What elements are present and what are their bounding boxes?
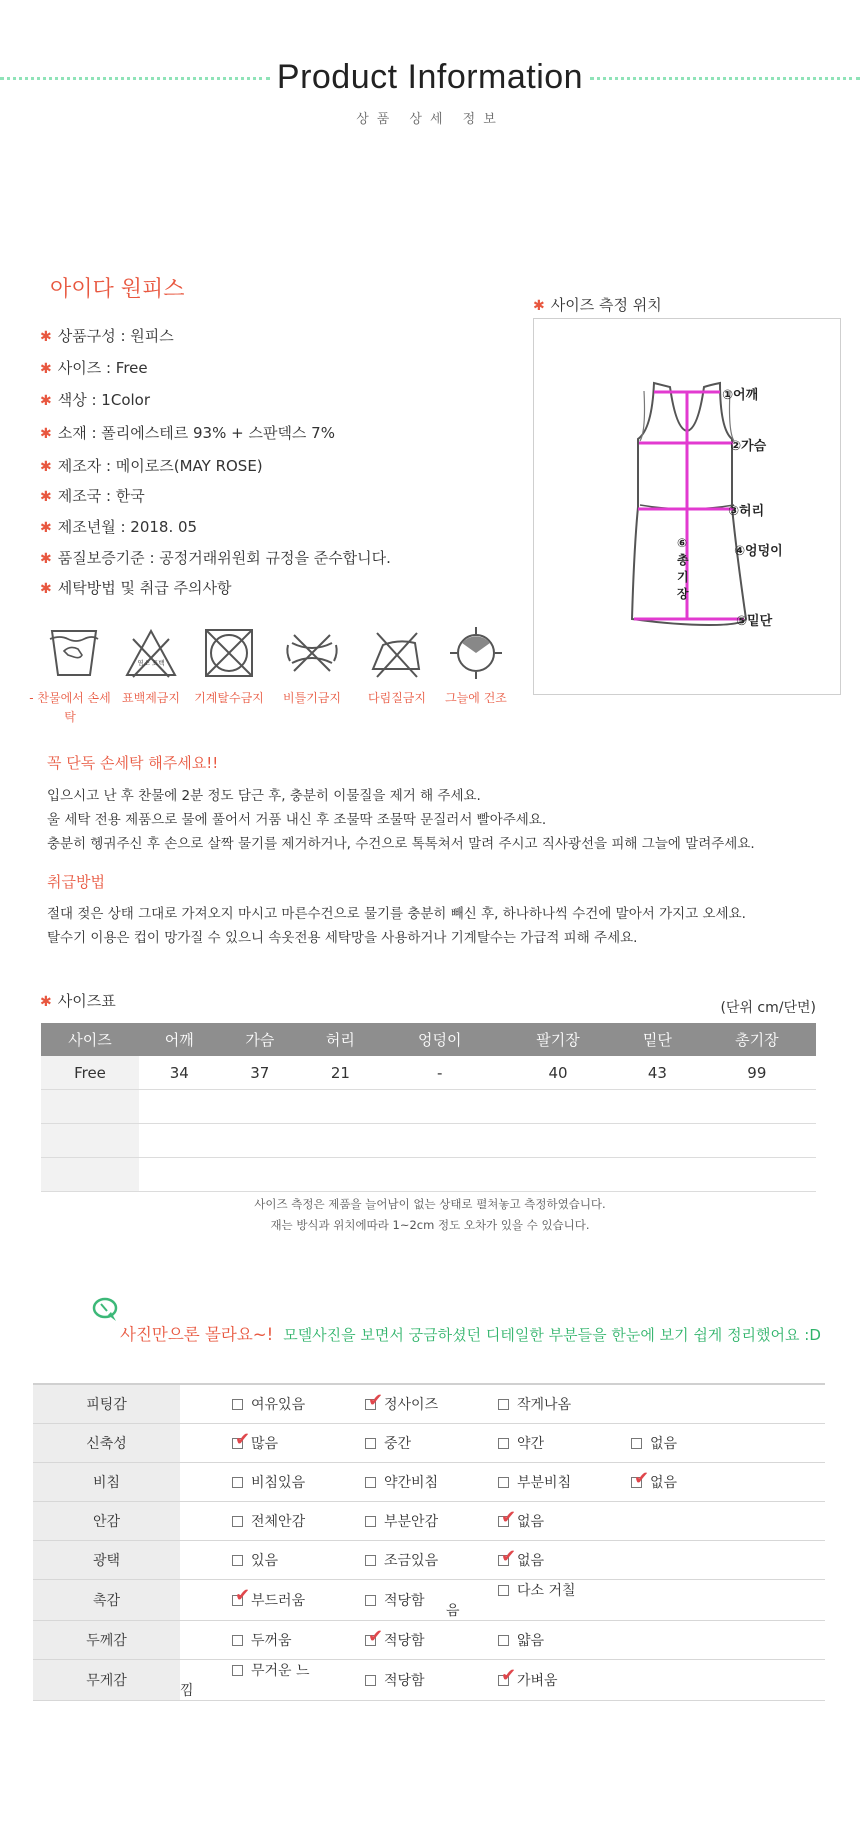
care-label-hand-wash: - 찬물에서 손세탁 bbox=[29, 691, 111, 724]
fit-option-label: 정사이즈 bbox=[384, 1397, 439, 1413]
fit-row bbox=[33, 1384, 825, 1424]
size-cell bbox=[499, 1124, 617, 1158]
fit-row-label: 광택 bbox=[33, 1541, 180, 1580]
fit-option bbox=[446, 1424, 579, 1463]
info-item: ✱ 제조국 : 한국 bbox=[40, 487, 145, 505]
checkbox[interactable] bbox=[498, 1438, 509, 1449]
fit-option bbox=[313, 1463, 446, 1502]
fit-row bbox=[33, 1424, 825, 1463]
checkmark-icon: ✔ bbox=[634, 1468, 650, 1489]
table-row bbox=[41, 1056, 816, 1090]
bullet-icon: ✱ bbox=[40, 581, 52, 597]
fit-option bbox=[313, 1541, 446, 1580]
size-table bbox=[41, 1023, 816, 1192]
wash-line: 충분히 헹궈주신 후 손으로 살짝 물기를 제거하거나, 수건으로 톡톡쳐서 말려 주시고 직사광선을 피해 그늘에 말려주세요. bbox=[47, 836, 755, 852]
info-item: ✱ 품질보증기준 : 공정거래위원회 규정을 준수합니다. bbox=[40, 549, 391, 567]
label-length-1: 총 bbox=[677, 553, 689, 567]
size-cell bbox=[220, 1158, 301, 1192]
fit-option-label: 있음 bbox=[251, 1553, 279, 1569]
size-cell bbox=[220, 1090, 301, 1124]
fit-option-label: 약간비침 bbox=[384, 1475, 439, 1491]
fit-option bbox=[180, 1621, 313, 1660]
table-row bbox=[41, 1090, 816, 1124]
label-chest: ②가슴 bbox=[730, 439, 767, 454]
handling-heading: 취급방법 bbox=[47, 873, 105, 891]
size-cell bbox=[499, 1090, 617, 1124]
bullet-icon: ✱ bbox=[40, 489, 52, 505]
size-cell: 21 bbox=[300, 1056, 381, 1090]
fit-option bbox=[313, 1502, 446, 1541]
fit-row-label: 무게감 bbox=[33, 1660, 180, 1701]
size-table-heading: ✱ 사이즈표 bbox=[40, 992, 116, 1010]
size-unit: (단위 cm/단면) bbox=[720, 1000, 816, 1016]
size-cell bbox=[139, 1090, 220, 1124]
handling-line: 절대 젖은 상태 그대로 가져오지 마시고 마른수건으로 물기를 충분히 빼신 후, 하나하나씩 수건에 말아서 가지고 오세요. bbox=[47, 906, 746, 922]
table-row bbox=[41, 1124, 816, 1158]
figure-heading: ✱ 사이즈 측정 위치 bbox=[533, 296, 662, 314]
fit-option bbox=[313, 1660, 446, 1701]
label-waist: ③허리 bbox=[728, 504, 765, 519]
checkbox[interactable] bbox=[232, 1399, 243, 1410]
bullet-icon: ✱ bbox=[40, 994, 52, 1010]
fit-option bbox=[579, 1463, 712, 1502]
fit-option-label: 약간 bbox=[517, 1436, 545, 1452]
checkmark-icon: ✔ bbox=[368, 1626, 384, 1647]
table-row bbox=[41, 1158, 816, 1192]
info-item: ✱ 사이즈 : Free bbox=[40, 359, 148, 377]
fit-pad-cell bbox=[712, 1621, 825, 1660]
checkbox[interactable] bbox=[232, 1665, 243, 1676]
fit-option-label: 적당함 bbox=[384, 1673, 425, 1689]
fit-pad-cell bbox=[712, 1424, 825, 1463]
fit-option-label: 비침있음 bbox=[251, 1475, 306, 1491]
fit-row-label: 두께감 bbox=[33, 1621, 180, 1660]
checkbox[interactable] bbox=[365, 1595, 376, 1606]
size-cell bbox=[617, 1124, 698, 1158]
fit-option bbox=[180, 1580, 313, 1621]
fit-option-label: 다소 거칠음 bbox=[446, 1583, 576, 1619]
fit-option-label: 적당함 bbox=[384, 1593, 425, 1609]
fit-option bbox=[446, 1660, 579, 1701]
size-note: 사이즈 측정은 제품을 늘어남이 없는 상태로 펼쳐놓고 측정하였습니다. bbox=[254, 1197, 606, 1211]
size-cell bbox=[499, 1158, 617, 1192]
fit-option bbox=[180, 1502, 313, 1541]
fit-option bbox=[446, 1541, 579, 1580]
fit-empty-cell bbox=[579, 1660, 712, 1701]
fit-row-label: 신축성 bbox=[33, 1424, 180, 1463]
fit-option-label: 없음 bbox=[517, 1514, 545, 1530]
label-length-2: 기 bbox=[677, 570, 689, 584]
fit-option bbox=[180, 1541, 313, 1580]
checkmark-icon: ✔ bbox=[501, 1546, 517, 1567]
size-col-header: 총기장 bbox=[698, 1023, 816, 1056]
fit-option-label: 여유있음 bbox=[251, 1397, 306, 1413]
fit-pad-cell bbox=[712, 1502, 825, 1541]
wash-line: 울 세탁 전용 제품으로 물에 풀어서 거품 내신 후 조물딱 조물딱 문질러서 빨아주세요. bbox=[47, 812, 547, 828]
fit-option-label: 많음 bbox=[251, 1436, 279, 1452]
fit-pad-cell bbox=[712, 1580, 825, 1621]
no-iron-icon bbox=[369, 625, 425, 681]
fit-option bbox=[313, 1424, 446, 1463]
fit-option-label: 전체안감 bbox=[251, 1514, 306, 1530]
checkmark-icon: ✔ bbox=[501, 1507, 517, 1528]
size-cell bbox=[41, 1158, 139, 1192]
info-item: ✱ 세탁방법 및 취급 주의사항 bbox=[40, 579, 232, 597]
size-cell bbox=[381, 1090, 499, 1124]
size-cell: Free bbox=[41, 1056, 139, 1090]
fit-row bbox=[33, 1660, 825, 1701]
fit-empty-cell bbox=[579, 1384, 712, 1424]
bullet-icon: ✱ bbox=[40, 551, 52, 567]
fit-option-label: 중간 bbox=[384, 1436, 412, 1452]
info-item: ✱ 소재 : 폴리에스테르 93% + 스판덱스 7% bbox=[40, 424, 335, 442]
bullet-icon: ✱ bbox=[40, 459, 52, 475]
size-cell bbox=[220, 1124, 301, 1158]
size-cell bbox=[41, 1090, 139, 1124]
fit-table bbox=[33, 1383, 825, 1701]
fit-pad-cell bbox=[712, 1660, 825, 1701]
fit-option-label: 부드러움 bbox=[251, 1593, 306, 1609]
product-name: 아이다 원피스 bbox=[50, 277, 185, 302]
fit-option-label: 조금있음 bbox=[384, 1553, 439, 1569]
checkbox[interactable] bbox=[232, 1516, 243, 1527]
size-cell: 99 bbox=[698, 1056, 816, 1090]
bullet-icon: ✱ bbox=[533, 298, 545, 314]
bullet-icon: ✱ bbox=[40, 426, 52, 442]
fit-option-label: 없음 bbox=[650, 1436, 678, 1452]
label-length-num: ⑥ bbox=[677, 536, 688, 550]
info-item: ✱ 색상 : 1Color bbox=[40, 391, 151, 409]
checkbox[interactable] bbox=[365, 1438, 376, 1449]
bullet-icon: ✱ bbox=[40, 329, 52, 345]
fit-row-label: 촉감 bbox=[33, 1580, 180, 1621]
fit-empty-cell bbox=[579, 1621, 712, 1660]
fit-row-label: 피팅감 bbox=[33, 1384, 180, 1424]
checkbox[interactable] bbox=[365, 1477, 376, 1488]
fit-banner-title: 사진만으론 몰라요~! bbox=[120, 1325, 274, 1344]
fit-option-label: 두꺼움 bbox=[251, 1633, 292, 1649]
fit-pad-cell bbox=[712, 1463, 825, 1502]
measurement-figure bbox=[533, 318, 841, 695]
size-cell bbox=[698, 1158, 816, 1192]
size-cell: 40 bbox=[499, 1056, 617, 1090]
fit-empty-cell bbox=[579, 1502, 712, 1541]
checkmark-icon: ✔ bbox=[501, 1665, 517, 1686]
label-hem: ⑤밑단 bbox=[736, 614, 773, 629]
label-hip: ④엉덩이 bbox=[734, 544, 783, 559]
checkbox[interactable] bbox=[365, 1516, 376, 1527]
fit-row bbox=[33, 1621, 825, 1660]
fit-option bbox=[180, 1660, 313, 1701]
care-label-no-bleach: 표백제금지 bbox=[122, 691, 180, 705]
size-note: 재는 방식과 위치에따라 1~2cm 정도 오차가 있을 수 있습니다. bbox=[270, 1218, 590, 1232]
wash-heading: 꼭 단독 손세탁 해주세요!! bbox=[47, 754, 219, 772]
fit-option bbox=[180, 1424, 313, 1463]
fit-option-label: 없음 bbox=[517, 1553, 545, 1569]
care-label-no-iron: 다림질금지 bbox=[368, 691, 426, 705]
fit-option-label: 부분안감 bbox=[384, 1514, 439, 1530]
fit-option-label: 부분비침 bbox=[517, 1475, 572, 1491]
info-item: ✱ 상품구성 : 원피스 bbox=[40, 327, 174, 345]
care-label-no-wring: 비틀기금지 bbox=[283, 691, 341, 705]
checkbox[interactable] bbox=[498, 1585, 509, 1596]
fit-row bbox=[33, 1502, 825, 1541]
size-cell bbox=[300, 1158, 381, 1192]
size-cell: 34 bbox=[139, 1056, 220, 1090]
fit-option bbox=[446, 1502, 579, 1541]
page-title: Product Information bbox=[276, 58, 584, 96]
size-col-header: 가슴 bbox=[220, 1023, 301, 1056]
checkmark-icon: ✔ bbox=[235, 1429, 251, 1450]
fit-row bbox=[33, 1541, 825, 1580]
checkbox[interactable] bbox=[232, 1477, 243, 1488]
checkbox[interactable] bbox=[365, 1675, 376, 1686]
fit-banner bbox=[120, 1321, 821, 1345]
wash-line: 입으시고 난 후 찬물에 2분 정도 담근 후, 충분히 이물질을 제거 해 주세요. bbox=[47, 788, 481, 804]
checkbox[interactable] bbox=[365, 1555, 376, 1566]
no-wring-icon bbox=[284, 625, 340, 681]
size-cell: 43 bbox=[617, 1056, 698, 1090]
size-cell bbox=[381, 1158, 499, 1192]
fit-option-label: 가벼움 bbox=[517, 1673, 558, 1689]
size-cell bbox=[381, 1124, 499, 1158]
size-cell bbox=[300, 1124, 381, 1158]
fit-option bbox=[446, 1621, 579, 1660]
size-cell: - bbox=[381, 1056, 499, 1090]
size-cell bbox=[300, 1090, 381, 1124]
info-item: ✱ 제조자 : 메이로즈(MAY ROSE) bbox=[40, 457, 263, 475]
size-col-header: 밑단 bbox=[617, 1023, 698, 1056]
size-col-header: 어깨 bbox=[139, 1023, 220, 1056]
fit-row-label: 비침 bbox=[33, 1463, 180, 1502]
label-shoulder: ①어깨 bbox=[722, 388, 759, 403]
bullet-icon: ✱ bbox=[40, 520, 52, 536]
fit-option bbox=[446, 1463, 579, 1502]
fit-option bbox=[579, 1424, 712, 1463]
fit-option-label: 얇음 bbox=[517, 1633, 545, 1649]
fit-pad-cell bbox=[712, 1541, 825, 1580]
checkbox[interactable] bbox=[498, 1399, 509, 1410]
no-machine-dry-icon bbox=[201, 625, 257, 681]
fit-row-label: 안감 bbox=[33, 1502, 180, 1541]
fit-option bbox=[313, 1621, 446, 1660]
size-col-header: 사이즈 bbox=[41, 1023, 139, 1056]
fit-option-label: 없음 bbox=[650, 1475, 678, 1491]
checkbox[interactable] bbox=[498, 1477, 509, 1488]
fit-option bbox=[446, 1580, 579, 1621]
checkbox[interactable] bbox=[232, 1635, 243, 1646]
fit-option-label: 적당함 bbox=[384, 1633, 425, 1649]
size-table-header-row bbox=[41, 1023, 816, 1056]
fit-option bbox=[180, 1384, 313, 1424]
hand-wash-icon bbox=[46, 625, 102, 681]
size-cell bbox=[139, 1158, 220, 1192]
size-cell bbox=[617, 1158, 698, 1192]
fit-banner-desc: 모델사진을 보면서 궁금하셨던 디테일한 부분들을 한눈에 보기 쉽게 정리했어요 :D bbox=[283, 1326, 821, 1344]
checkmark-icon: ✔ bbox=[368, 1390, 384, 1411]
fit-option bbox=[313, 1580, 446, 1621]
shade-dry-icon bbox=[448, 625, 504, 681]
fit-row bbox=[33, 1580, 825, 1621]
no-bleach-icon bbox=[123, 625, 179, 681]
size-cell bbox=[698, 1124, 816, 1158]
fit-option-label: 무거운 느낌 bbox=[180, 1663, 310, 1699]
size-cell: 37 bbox=[220, 1056, 301, 1090]
size-col-header: 허리 bbox=[300, 1023, 381, 1056]
checkmark-icon: ✔ bbox=[235, 1585, 251, 1606]
care-label-shade-dry: 그늘에 건조 bbox=[445, 691, 507, 705]
speech-bubble-icon bbox=[92, 1297, 120, 1323]
fit-option bbox=[313, 1384, 446, 1424]
dress-diagram bbox=[534, 319, 840, 694]
checkbox[interactable] bbox=[232, 1555, 243, 1566]
handling-line: 탈수기 이용은 컵이 망가질 수 있으니 속옷전용 세탁망을 사용하거나 기계탈수는 가급적 피해 주세요. bbox=[47, 930, 638, 946]
size-cell bbox=[698, 1090, 816, 1124]
fit-option-label: 작게나옴 bbox=[517, 1397, 572, 1413]
label-length-3: 장 bbox=[677, 587, 689, 601]
fit-row bbox=[33, 1463, 825, 1502]
size-cell bbox=[41, 1124, 139, 1158]
checkbox[interactable] bbox=[631, 1438, 642, 1449]
svg-text:염소 표백: 염소 표백 bbox=[137, 659, 165, 667]
size-col-header: 엉덩이 bbox=[381, 1023, 499, 1056]
fit-pad-cell bbox=[712, 1384, 825, 1424]
fit-option bbox=[180, 1463, 313, 1502]
info-item: ✱ 제조년월 : 2018. 05 bbox=[40, 518, 198, 536]
page-subtitle: 상품 상세 정보 bbox=[356, 112, 504, 127]
fit-empty-cell bbox=[579, 1541, 712, 1580]
fit-empty-cell bbox=[579, 1580, 712, 1621]
care-label-no-machine-dry: 기계탈수금지 bbox=[194, 691, 264, 705]
bullet-icon: ✱ bbox=[40, 393, 52, 409]
size-cell bbox=[139, 1124, 220, 1158]
size-col-header: 팔기장 bbox=[499, 1023, 617, 1056]
size-cell bbox=[617, 1090, 698, 1124]
fit-option bbox=[446, 1384, 579, 1424]
bullet-icon: ✱ bbox=[40, 361, 52, 377]
checkbox[interactable] bbox=[498, 1635, 509, 1646]
